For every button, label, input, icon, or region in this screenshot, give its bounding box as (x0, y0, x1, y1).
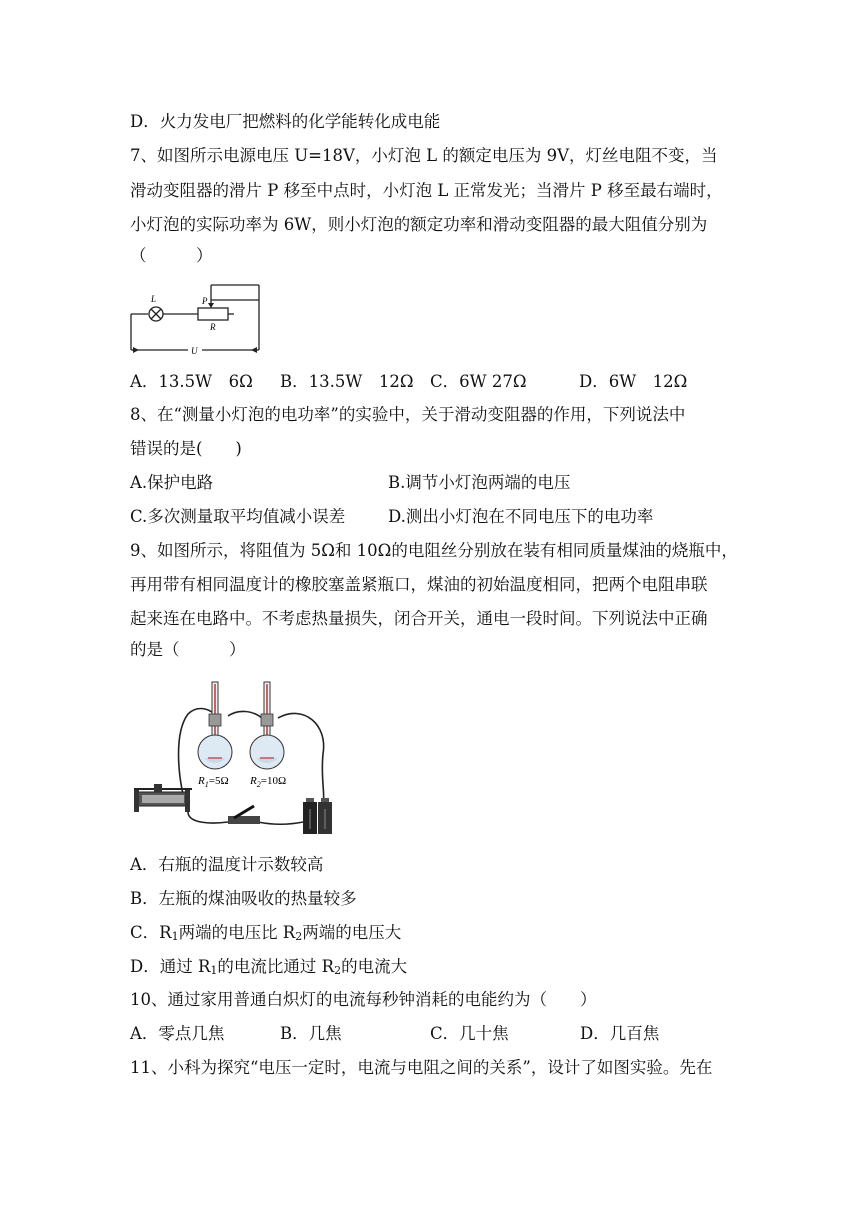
q7-circuit-diagram (126, 280, 266, 360)
label-r: R (210, 322, 216, 332)
q8-option-d: D.测出小灯泡在不同电压下的电功率 (388, 507, 654, 526)
q6-option-d: D．火力发电厂把燃料的化学能转化成电能 (130, 112, 441, 131)
q7-line-1: 7、如图所示电源电压 U=18V，小灯泡 L 的额定电压为 9V，灯丝电阻不变，当 (130, 146, 718, 165)
battery-pack (303, 798, 332, 834)
q7-line-2: 滑动变阻器的滑片 P 移至中点时，小灯泡 L 正常发光；当滑片 P 移至最右端时， (130, 181, 723, 200)
q10-option-c: C．几十焦 (430, 1024, 509, 1043)
q8-option-c: C.多次测量取平均值减小误差 (130, 507, 346, 526)
q9-option-b: B．左瓶的煤油吸收的热量较多 (130, 889, 357, 908)
label-p: P (202, 296, 208, 306)
q8-option-b: B.调节小灯泡两端的电压 (388, 473, 571, 492)
sliding-rheostat (134, 784, 192, 812)
q7-option-b: B．13.5W 12Ω (280, 372, 414, 391)
q10-option-d: D．几百焦 (580, 1024, 660, 1043)
q7-option-c: C．6W 27Ω (430, 372, 527, 391)
q9-line-2: 再用带有相同温度计的橡胶塞盖紧瓶口，煤油的初始温度相同，把两个电阻串联 (130, 575, 708, 594)
q9-option-d: D．通过 $R_1$的电流比通过 $R_2$的电流大 (130, 957, 408, 977)
q9-experiment-diagram (128, 674, 358, 844)
q10-option-a: A．零点几焦 (130, 1024, 225, 1043)
q9-line-4: 的是（ ） (130, 640, 246, 659)
q9-option-a: A．右瓶的温度计示数较高 (130, 855, 324, 874)
q7-option-d: D．6W 12Ω (579, 372, 688, 391)
q7-line-3: 小灯泡的实际功率为 6W，则小灯泡的额定功率和滑动变阻器的最大阻值分别为 (130, 215, 708, 234)
q10-line: 10、通过家用普通白炽灯的电流每秒钟消耗的电能约为（ ） (130, 990, 597, 1009)
label-l: L (151, 294, 157, 304)
flask-right (250, 735, 284, 769)
q11-line: 11、小科为探究“电压一定时，电流与电阻之间的关系”，设计了如图实验。先在 (130, 1058, 713, 1077)
q7-line-4: （ ） (130, 246, 213, 265)
q9-line-3: 起来连在电路中。不考虑热量损失，闭合开关，通电一段时间。下列说法中正确 (130, 609, 708, 628)
q8-line-2: 错误的是( ) (130, 439, 242, 458)
label-r2: $R_2=10\Omega$ (250, 775, 287, 789)
q8-line-1: 8、在“测量小灯泡的电功率”的实验中，关于滑动变阻器的作用，下列说法中 (130, 405, 686, 424)
knife-switch (228, 806, 260, 824)
q10-option-b: B．几焦 (280, 1024, 342, 1043)
rheostat-symbol (198, 308, 228, 320)
q7-option-a: A．13.5W 6Ω (130, 372, 253, 391)
q9-option-c: C．$R_1$两端的电压比 $R_2$两端的电压大 (130, 923, 402, 943)
q8-option-a: A.保护电路 (130, 473, 214, 492)
flask-left (198, 735, 232, 769)
label-r1: $R_1=5\Omega$ (198, 775, 229, 789)
label-u: U (191, 346, 198, 356)
q9-line-1: 9、如图所示，将阻值为 5Ω和 10Ω的电阻丝分别放在装有相同质量煤油的烧瓶中， (130, 541, 738, 560)
